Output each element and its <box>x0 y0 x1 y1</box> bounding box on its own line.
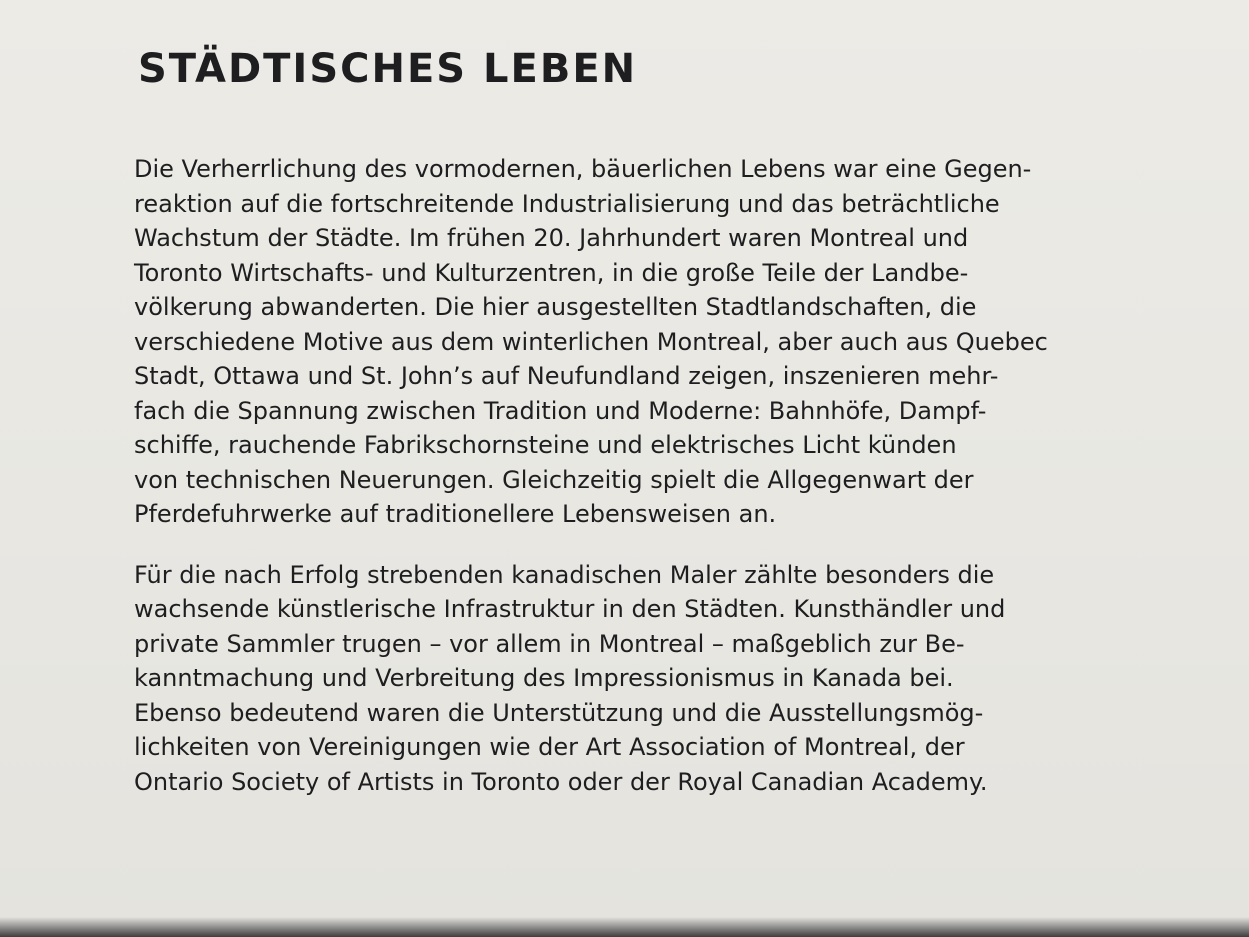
text-line: schiffe, rauchende Fabrikschornsteine und elektrisches Licht künden <box>134 431 957 459</box>
paragraph-1 <box>134 152 1144 532</box>
text-line: lichkeiten von Vereinigungen wie der Art Association of Montreal, der <box>134 733 965 761</box>
text-line: kanntmachung und Verbreitung des Impressionismus in Kanada bei. <box>134 664 954 692</box>
text-line: Wachstum der Städte. Im frühen 20. Jahrhundert waren Montreal und <box>134 224 969 252</box>
bottom-shadow-edge <box>0 917 1249 937</box>
text-line: Pferdefuhrwerke auf traditionellere Lebensweisen an. <box>134 500 777 528</box>
text-line: völkerung abwanderten. Die hier ausgestellten Stadtlandschaften, die <box>134 293 977 321</box>
text-line: reaktion auf die fortschreitende Industrialisierung und das beträchtliche <box>134 189 1000 218</box>
text-line: wachsende künstlerische Infrastruktur in den Städten. Kunsthändler und <box>134 595 1006 623</box>
body-text <box>134 152 1144 825</box>
text-line: fach die Spannung zwischen Tradition und Moderne: Bahnhöfe, Dampf- <box>134 396 987 425</box>
text-line: Ontario Society of Artists in Toronto oder der Royal Canadian Academy. <box>134 767 988 796</box>
text-line: Für die nach Erfolg strebenden kanadischen Maler zählte besonders die <box>134 560 995 589</box>
text-line: Ebenso bedeutend waren die Unterstützung und die Ausstellungsmög- <box>134 698 984 727</box>
text-line: von technischen Neuerungen. Gleichzeitig spielt die Allgegenwart der <box>134 465 974 494</box>
text-line: Die Verherrlichung des vormodernen, bäuerlichen Lebens war eine Gegen- <box>134 155 1032 183</box>
text-line: Toronto Wirtschafts- und Kulturzentren, in die große Teile der Landbe- <box>134 258 969 287</box>
text-line: verschiedene Motive aus dem winterlichen Montreal, aber auch aus Quebec <box>134 327 1048 356</box>
panel-title: STÄDTISCHES LEBEN <box>138 46 638 92</box>
paragraph-2 <box>134 558 1144 800</box>
text-line: private Sammler trugen – vor allem in Montreal – maßgeblich zur Be- <box>134 629 965 658</box>
text-line: Stadt, Ottawa und St. John’s auf Neufundland zeigen, inszenieren mehr- <box>134 362 999 390</box>
